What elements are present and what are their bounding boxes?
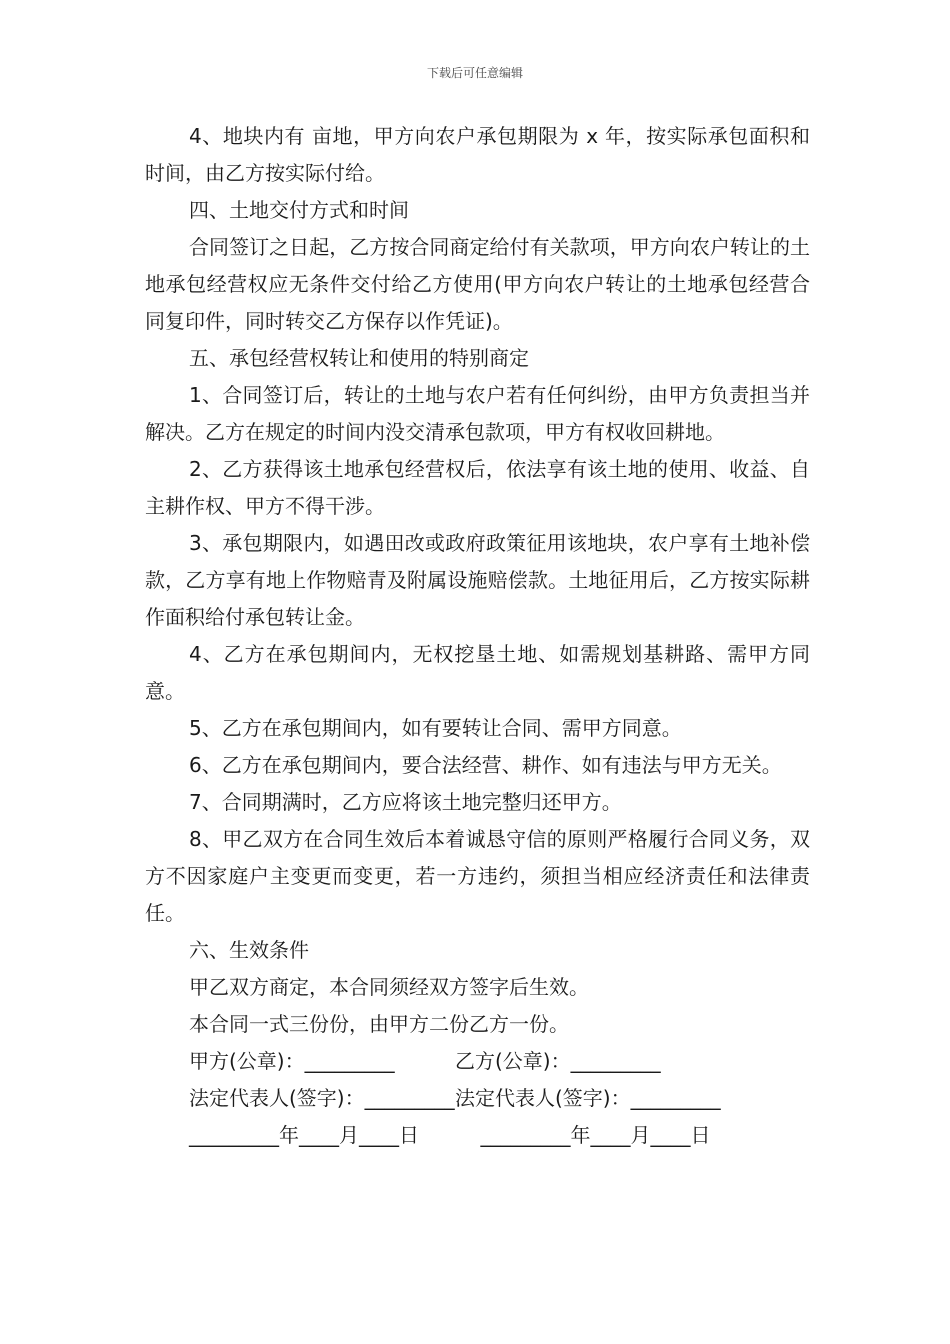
section-5-item-1: 1、合同签订后，转让的土地与农户若有任何纠纷，由甲方负责担当并解决。乙方在规定的时间内没交清承包款项，甲方有权收回耕地。 (145, 383, 810, 444)
section-5-heading: 五、承包经营权转让和使用的特别商定 (189, 346, 529, 370)
date-row (145, 1117, 810, 1154)
copies-paragraph: 本合同一式三份份，由甲方二份乙方一份。 (189, 1012, 569, 1036)
section-5-item-3: 3、承包期限内，如遇田改或政府政策征用该地块，农户享有土地补偿款，乙方享有地上作物赔青及附属设施赔偿款。土地征用后，乙方按实际耕作面积给付承包转让金。 (145, 531, 810, 629)
representative-row (145, 1080, 810, 1117)
section-5-item-7: 7、合同期满时，乙方应将该土地完整归还甲方。 (189, 790, 622, 814)
party-a-representative: 法定代表人(签字)：_________ (189, 1086, 455, 1110)
section-5-item-4: 4、乙方在承包期间内，无权挖垦土地、如需规划基耕路、需甲方同意。 (145, 642, 810, 703)
section-5-item-5: 5、乙方在承包期间内，如有要转让合同、需甲方同意。 (189, 716, 682, 740)
page-header: 下载后可任意编辑 (426, 66, 523, 80)
seal-row (145, 1043, 810, 1080)
section-6-paragraph: 甲乙双方商定，本合同须经双方签字后生效。 (189, 975, 589, 999)
party-a-seal: 甲方(公章)：_________ (189, 1049, 395, 1073)
section-4-heading: 四、土地交付方式和时间 (189, 198, 409, 222)
clause-4-land-area: 4、地块内有 亩地，甲方向农户承包期限为 x 年，按实际承包面积和时间，由乙方按实际付给。 (145, 124, 810, 185)
party-b-date: _________年____月____日 (480, 1123, 711, 1147)
party-b-representative: 法定代表人(签字)：_________ (455, 1086, 721, 1110)
section-5-item-2: 2、乙方获得该土地承包经营权后，依法享有该土地的使用、收益、自主耕作权、甲方不得干涉。 (145, 457, 810, 518)
party-a-date: _________年____月____日 (189, 1123, 419, 1147)
document-body (145, 118, 810, 1154)
section-5-item-8: 8、甲乙双方在合同生效后本着诚恳守信的原则严格履行合同义务，双方不因家庭户主变更而变更，若一方违约，须担当相应经济责任和法律责任。 (145, 827, 810, 925)
section-5-item-6: 6、乙方在承包期间内，要合法经营、耕作、如有违法与甲方无关。 (189, 753, 782, 777)
party-b-seal: 乙方(公章)：_________ (455, 1049, 661, 1073)
section-4-paragraph: 合同签订之日起，乙方按合同商定给付有关款项，甲方向农户转让的土地承包经营权应无条件交付给乙方使用(甲方向农户转让的土地承包经营合同复印件，同时转交乙方保存以作凭证)。 (145, 235, 810, 333)
section-6-heading: 六、生效条件 (189, 938, 309, 962)
